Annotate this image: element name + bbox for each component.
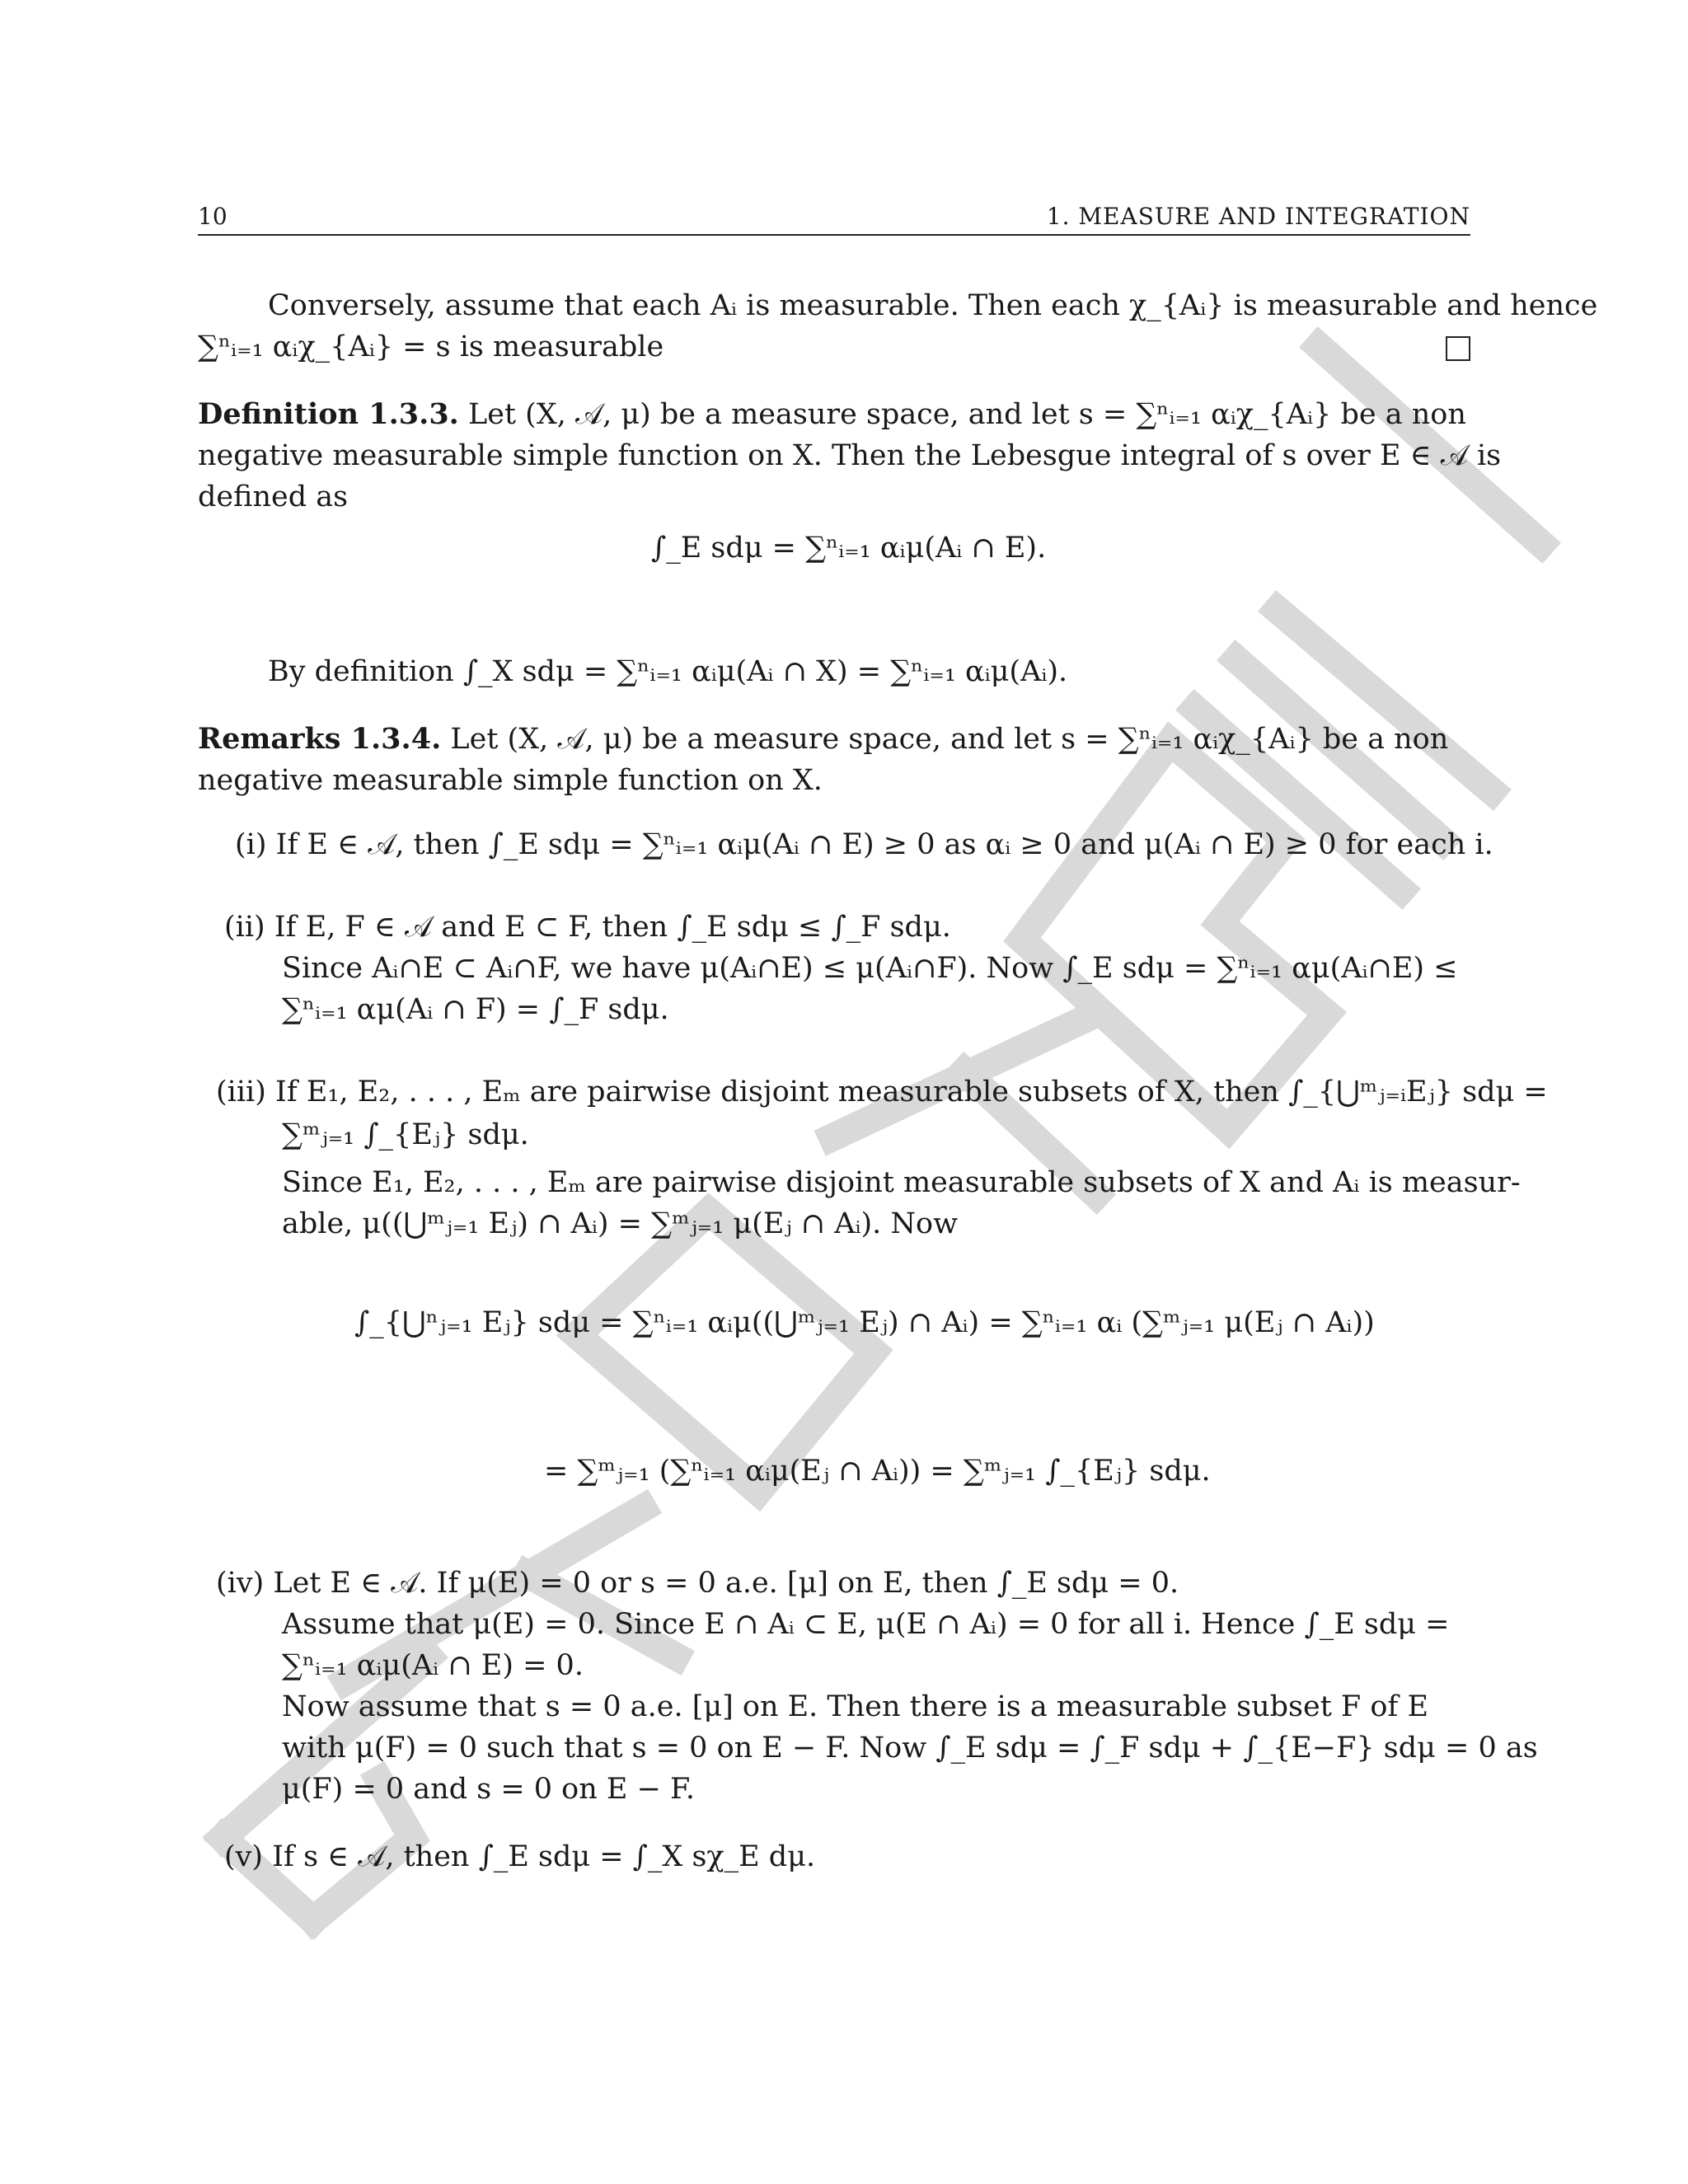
remark-iii-statement-1: (iii) If E₁, E₂, . . . , Eₘ are pairwise disjoint measurable subsets of X, then ∫_{⋃ᵐⱼ₌ᵢEⱼ} sdμ = bbox=[216, 1076, 1548, 1108]
remark-iii-proof-1: Since E₁, E₂, . . . , Eₘ are pairwise disjoint measurable subsets of X and Aᵢ is measur- bbox=[282, 1166, 1521, 1199]
chapter-title: 1. MEASURE AND INTEGRATION bbox=[1046, 203, 1470, 230]
remark-iv-proof-1: Assume that μ(E) = 0. Since E ∩ Aᵢ ⊂ E, μ(E ∩ Aᵢ) = 0 for all i. Hence ∫_E sdμ = bbox=[282, 1608, 1450, 1641]
remark-ii-proof-1: Since Aᵢ∩E ⊂ Aᵢ∩F, we have μ(Aᵢ∩E) ≤ μ(Aᵢ∩F). Now ∫_E sdμ = ∑ⁿᵢ₌₁ αμ(Aᵢ∩E) ≤ bbox=[282, 952, 1458, 985]
remark-iii-proof-2: able, μ((⋃ᵐⱼ₌₁ Eⱼ) ∩ Aᵢ) = ∑ᵐⱼ₌₁ μ(Eⱼ ∩ Aᵢ). Now bbox=[282, 1207, 959, 1240]
remarks-line-2: negative measurable simple function on X. bbox=[198, 764, 823, 797]
definition-line-1: Definition 1.3.3. Let (X, 𝒜, μ) be a measure space, and let s = ∑ⁿᵢ₌₁ αᵢχ_{Aᵢ} be a non bbox=[198, 397, 1466, 431]
page-number: 10 bbox=[198, 203, 227, 230]
remark-ii-statement: (ii) If E, F ∈ 𝒜 and E ⊂ F, then ∫_E sdμ ≤ ∫_F sdμ. bbox=[224, 911, 951, 944]
remarks-label: Remarks 1.3.4. bbox=[198, 722, 442, 756]
definition-line-3: defined as bbox=[198, 480, 349, 513]
remark-iv-proof-3: Now assume that s = 0 a.e. [μ] on E. Then there is a measurable subset F of E bbox=[282, 1690, 1429, 1723]
remarks-line-1: Remarks 1.3.4. Let (X, 𝒜, μ) be a measure space, and let s = ∑ⁿᵢ₌₁ αᵢχ_{Aᵢ} be a non bbox=[198, 722, 1449, 756]
remark-ii-proof-2: ∑ⁿᵢ₌₁ αμ(Aᵢ ∩ F) = ∫_F sdμ. bbox=[282, 993, 669, 1026]
remark-iv-statement: (iv) Let E ∈ 𝒜. If μ(E) = 0 or s = 0 a.e. [μ] on E, then ∫_E sdμ = 0. bbox=[216, 1567, 1179, 1600]
definition-display-equation: ∫_E sdμ = ∑ⁿᵢ₌₁ αᵢμ(Aᵢ ∩ E). bbox=[651, 532, 1047, 565]
remark-iii-statement-2: ∑ᵐⱼ₌₁ ∫_{Eⱼ} sdμ. bbox=[282, 1118, 529, 1151]
remark-iv-proof-4: with μ(F) = 0 such that s = 0 on E − F. Now ∫_E sdμ = ∫_F sdμ + ∫_{E−F} sdμ = 0 as bbox=[282, 1732, 1538, 1765]
definition-line-2: negative measurable simple function on X. Then the Lebesgue integral of s over E ∈ 𝒜 is bbox=[198, 439, 1502, 472]
converse-line-1: Conversely, assume that each Aᵢ is measurable. Then each χ_{Aᵢ} is measurable and hence bbox=[268, 289, 1598, 322]
remark-iv-proof-5: μ(F) = 0 and s = 0 on E − F. bbox=[282, 1773, 696, 1806]
qed-box bbox=[1446, 336, 1470, 361]
remark-v: (v) If s ∈ 𝒜, then ∫_E sdμ = ∫_X sχ_E dμ. bbox=[224, 1840, 816, 1873]
running-header bbox=[198, 201, 1470, 236]
converse-line-2: ∑ⁿᵢ₌₁ αᵢχ_{Aᵢ} = s is measurable bbox=[198, 326, 1470, 368]
by-definition-line: By definition ∫_X sdμ = ∑ⁿᵢ₌₁ αᵢμ(Aᵢ ∩ X) = ∑ⁿᵢ₌₁ αᵢμ(Aᵢ). bbox=[268, 655, 1068, 688]
remark-iv-proof-2: ∑ⁿᵢ₌₁ αᵢμ(Aᵢ ∩ E) = 0. bbox=[282, 1649, 584, 1682]
definition-label: Definition 1.3.3. bbox=[198, 397, 459, 431]
remark-iii-equation-line-1: ∫_{⋃ⁿⱼ₌₁ Eⱼ} sdμ = ∑ⁿᵢ₌₁ αᵢμ((⋃ᵐⱼ₌₁ Eⱼ) ∩ Aᵢ) = ∑ⁿᵢ₌₁ αᵢ (∑ᵐⱼ₌₁ μ(Eⱼ ∩ Aᵢ)) bbox=[354, 1306, 1375, 1339]
remark-iii-equation-line-2: = ∑ᵐⱼ₌₁ (∑ⁿᵢ₌₁ αᵢμ(Eⱼ ∩ Aᵢ)) = ∑ᵐⱼ₌₁ ∫_{Eⱼ} sdμ. bbox=[544, 1455, 1211, 1488]
remark-i: (i) If E ∈ 𝒜, then ∫_E sdμ = ∑ⁿᵢ₌₁ αᵢμ(Aᵢ ∩ E) ≥ 0 as αᵢ ≥ 0 and μ(Aᵢ ∩ E) ≥ 0 for each i. bbox=[235, 828, 1493, 861]
